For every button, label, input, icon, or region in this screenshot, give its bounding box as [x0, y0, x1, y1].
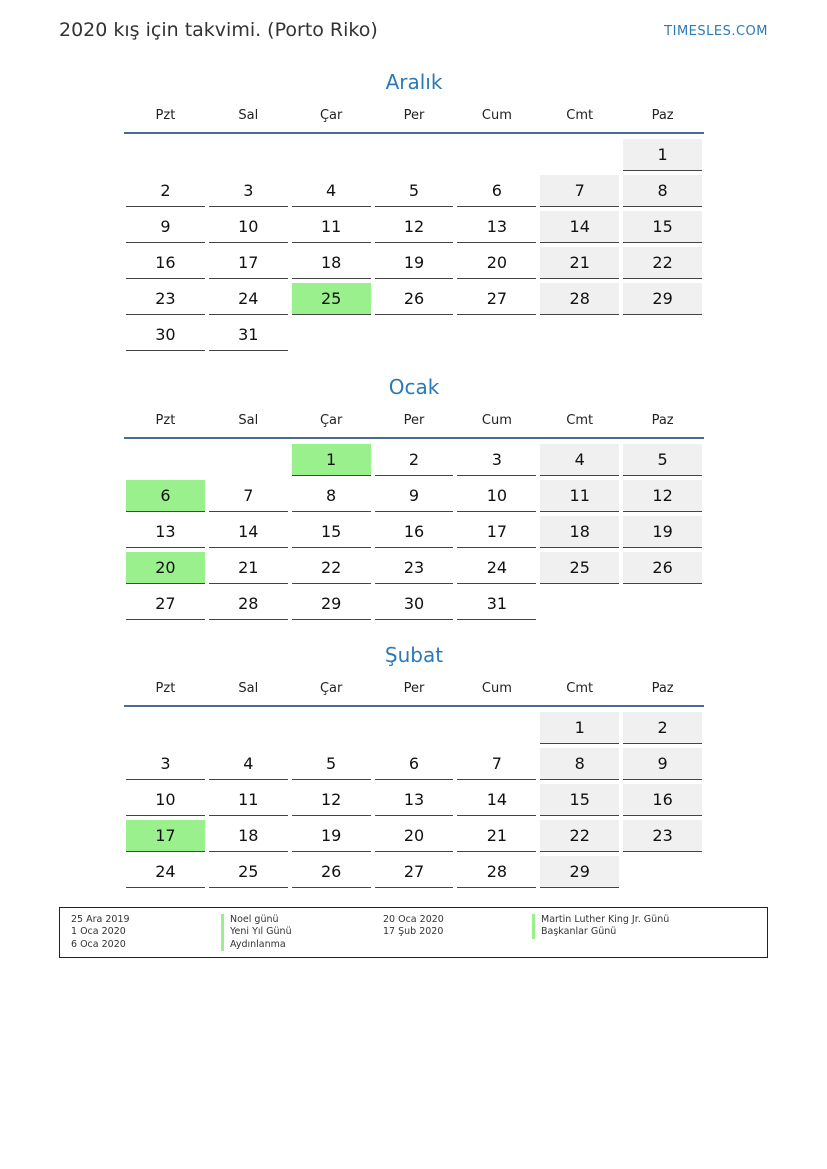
weekday-label: Paz [651, 680, 674, 696]
day-number: 6 [126, 480, 205, 512]
month-calendar-subat [124, 639, 704, 892]
legend-date: 20 Oca 2020 [383, 914, 444, 925]
weekday-label: Per [403, 107, 425, 123]
day-cell [455, 247, 538, 283]
day-number: 11 [292, 211, 371, 243]
weeks-grid [124, 707, 704, 892]
day-number: 15 [540, 784, 619, 816]
empty-day-cell [207, 444, 290, 480]
week-row [124, 820, 704, 856]
day-number: 9 [375, 480, 454, 512]
empty-day [126, 139, 205, 170]
month-title: Şubat [384, 643, 444, 667]
empty-day [375, 139, 454, 170]
day-number: 5 [375, 175, 454, 207]
weekday-label: Per [403, 412, 425, 428]
day-number: 16 [375, 516, 454, 548]
day-cell [373, 588, 456, 624]
day-cell [538, 784, 621, 820]
day-cell [621, 139, 704, 175]
day-number: 1 [540, 712, 619, 744]
day-number: 13 [375, 784, 454, 816]
day-number: 26 [375, 283, 454, 315]
empty-day-cell [621, 588, 704, 624]
day-cell [455, 856, 538, 892]
day-number: 18 [540, 516, 619, 548]
weekday-label: Çar [319, 680, 343, 696]
day-cell [538, 712, 621, 748]
empty-day-cell [455, 319, 538, 355]
day-cell [455, 480, 538, 516]
weekday-header [124, 671, 704, 707]
day-number: 8 [540, 748, 619, 780]
day-number: 13 [457, 211, 536, 243]
day-number: 4 [209, 748, 288, 780]
day-number: 28 [457, 856, 536, 888]
day-cell [373, 211, 456, 247]
weekday-label: Çar [319, 412, 343, 428]
day-cell [538, 175, 621, 211]
empty-day-cell [373, 712, 456, 748]
day-number: 9 [126, 211, 205, 243]
weekday-label: Pzt [155, 680, 176, 696]
day-number: 25 [292, 283, 371, 315]
legend-names-left [221, 914, 292, 951]
day-cell [290, 211, 373, 247]
day-cell [207, 784, 290, 820]
day-number: 14 [457, 784, 536, 816]
weekday-label: Paz [651, 107, 674, 123]
day-number: 20 [457, 247, 536, 279]
day-number: 18 [209, 820, 288, 852]
day-cell [124, 784, 207, 820]
empty-day-cell [538, 139, 621, 175]
day-number: 21 [457, 820, 536, 852]
empty-day [209, 712, 288, 743]
day-number: 23 [623, 820, 702, 852]
day-number: 24 [126, 856, 205, 888]
day-number: 27 [126, 588, 205, 620]
day-cell [290, 247, 373, 283]
day-number: 16 [126, 247, 205, 279]
legend-names-right [532, 914, 669, 939]
legend-holiday-name: Başkanlar Günü [532, 926, 669, 938]
weekday-label: Cmt [566, 107, 594, 123]
day-cell [621, 712, 704, 748]
month-calendar-aralik [124, 66, 704, 355]
day-number: 31 [209, 319, 288, 351]
day-cell [621, 211, 704, 247]
week-row [124, 283, 704, 319]
day-cell [373, 283, 456, 319]
day-number: 8 [623, 175, 702, 207]
day-number: 14 [209, 516, 288, 548]
legend-dates-left [71, 914, 130, 951]
empty-day [623, 319, 702, 350]
day-number: 10 [209, 211, 288, 243]
empty-day-cell [290, 712, 373, 748]
week-row [124, 139, 704, 175]
day-number: 19 [375, 247, 454, 279]
day-cell [207, 175, 290, 211]
day-number: 6 [375, 748, 454, 780]
weekday-label: Pzt [155, 412, 176, 428]
day-number: 11 [209, 784, 288, 816]
legend-dates-right [383, 914, 444, 939]
day-cell [290, 444, 373, 480]
day-number: 29 [623, 283, 702, 315]
day-number: 22 [540, 820, 619, 852]
day-number: 7 [457, 748, 536, 780]
day-cell [621, 748, 704, 784]
empty-day [457, 319, 536, 350]
page-title: 2020 kış için takvimi. (Porto Riko) [59, 19, 378, 41]
legend-date: 25 Ara 2019 [71, 914, 130, 925]
day-number: 17 [209, 247, 288, 279]
day-number: 10 [457, 480, 536, 512]
month-title: Aralık [385, 70, 443, 94]
weekday-header [124, 98, 704, 134]
day-number: 6 [457, 175, 536, 207]
week-row [124, 444, 704, 480]
day-number: 10 [126, 784, 205, 816]
day-cell [621, 784, 704, 820]
day-cell [207, 211, 290, 247]
empty-day-cell [124, 139, 207, 175]
day-cell [621, 283, 704, 319]
day-number: 4 [540, 444, 619, 476]
empty-day-cell [621, 856, 704, 892]
day-number: 13 [126, 516, 205, 548]
day-cell [124, 319, 207, 355]
day-cell [207, 588, 290, 624]
weekday-label: Sal [238, 107, 259, 123]
empty-day-cell [455, 712, 538, 748]
day-cell [290, 820, 373, 856]
empty-day [375, 319, 454, 350]
day-cell [207, 516, 290, 552]
week-row [124, 784, 704, 820]
empty-day-cell [538, 319, 621, 355]
day-cell [621, 247, 704, 283]
weekday-label: Pzt [155, 107, 176, 123]
day-cell [124, 552, 207, 588]
day-cell [124, 283, 207, 319]
empty-day-cell [373, 139, 456, 175]
month-calendar-ocak [124, 371, 704, 624]
day-cell [290, 856, 373, 892]
day-number: 1 [623, 139, 702, 171]
day-cell [621, 552, 704, 588]
day-number: 20 [375, 820, 454, 852]
day-cell [207, 820, 290, 856]
day-number: 12 [375, 211, 454, 243]
day-number: 30 [375, 588, 454, 620]
legend-date: 1 Oca 2020 [71, 926, 126, 938]
day-number: 17 [457, 516, 536, 548]
day-cell [290, 588, 373, 624]
week-row [124, 588, 704, 624]
day-cell [124, 516, 207, 552]
day-cell [373, 856, 456, 892]
day-number: 2 [375, 444, 454, 476]
day-cell [455, 552, 538, 588]
day-cell [455, 444, 538, 480]
empty-day [292, 139, 371, 170]
day-cell [373, 820, 456, 856]
legend-holiday-name: Martin Luther King Jr. Günü [532, 914, 669, 926]
day-cell [538, 856, 621, 892]
day-cell [124, 856, 207, 892]
day-number: 7 [540, 175, 619, 207]
day-cell [621, 820, 704, 856]
week-row [124, 712, 704, 748]
week-row [124, 211, 704, 247]
day-cell [290, 175, 373, 211]
day-cell [538, 820, 621, 856]
legend-holiday-name: Yeni Yıl Günü [221, 926, 292, 938]
weekday-label: Çar [319, 107, 343, 123]
day-cell [124, 211, 207, 247]
day-number: 22 [623, 247, 702, 279]
day-number: 22 [292, 552, 371, 584]
day-cell [290, 480, 373, 516]
weekday-label: Sal [238, 680, 259, 696]
day-cell [538, 211, 621, 247]
empty-day-cell [455, 139, 538, 175]
day-cell [207, 319, 290, 355]
day-cell [621, 444, 704, 480]
legend-date: 17 Şub 2020 [383, 926, 444, 938]
day-cell [290, 516, 373, 552]
day-number: 25 [540, 552, 619, 584]
day-number: 5 [623, 444, 702, 476]
day-number: 18 [292, 247, 371, 279]
month-title: Ocak [388, 375, 440, 399]
day-number: 19 [623, 516, 702, 548]
empty-day-cell [290, 139, 373, 175]
day-number: 26 [623, 552, 702, 584]
day-cell [207, 247, 290, 283]
empty-day [209, 139, 288, 170]
day-cell [124, 175, 207, 211]
empty-day [126, 444, 205, 475]
day-number: 8 [292, 480, 371, 512]
day-number: 28 [209, 588, 288, 620]
day-number: 31 [457, 588, 536, 620]
empty-day [292, 712, 371, 743]
day-number: 27 [375, 856, 454, 888]
day-cell [455, 588, 538, 624]
empty-day [457, 712, 536, 743]
empty-day-cell [290, 319, 373, 355]
day-number: 12 [292, 784, 371, 816]
week-row [124, 516, 704, 552]
empty-day-cell [621, 319, 704, 355]
day-number: 16 [623, 784, 702, 816]
day-number: 5 [292, 748, 371, 780]
day-cell [373, 444, 456, 480]
day-number: 4 [292, 175, 371, 207]
day-number: 2 [623, 712, 702, 744]
day-cell [207, 480, 290, 516]
day-cell [290, 748, 373, 784]
empty-day-cell [207, 139, 290, 175]
day-cell [538, 480, 621, 516]
day-number: 12 [623, 480, 702, 512]
day-cell [373, 480, 456, 516]
day-cell [538, 444, 621, 480]
day-cell [373, 552, 456, 588]
empty-day-cell [207, 712, 290, 748]
weekday-label: Cmt [566, 680, 594, 696]
empty-day [375, 712, 454, 743]
week-row [124, 552, 704, 588]
week-row [124, 748, 704, 784]
day-number: 15 [623, 211, 702, 243]
empty-day [540, 139, 619, 170]
day-cell [124, 820, 207, 856]
day-cell [538, 247, 621, 283]
holiday-legend [59, 907, 768, 958]
weekday-label: Sal [238, 412, 259, 428]
day-cell [621, 175, 704, 211]
week-row [124, 247, 704, 283]
day-cell [207, 283, 290, 319]
weekday-label: Cum [481, 680, 512, 696]
day-number: 3 [457, 444, 536, 476]
brand-link[interactable]: TIMESLES.COM [664, 24, 768, 39]
day-number: 28 [540, 283, 619, 315]
day-number: 27 [457, 283, 536, 315]
day-cell [290, 784, 373, 820]
day-cell [621, 480, 704, 516]
day-number: 29 [292, 588, 371, 620]
empty-day [623, 856, 702, 887]
empty-day [292, 319, 371, 350]
empty-day [540, 319, 619, 350]
day-number: 23 [126, 283, 205, 315]
weekday-label: Cmt [566, 412, 594, 428]
legend-holiday-name: Aydınlanma [221, 939, 292, 951]
day-number: 21 [209, 552, 288, 584]
day-cell [207, 748, 290, 784]
day-number: 29 [540, 856, 619, 888]
day-number: 14 [540, 211, 619, 243]
weekday-label: Cum [481, 107, 512, 123]
day-number: 30 [126, 319, 205, 351]
weekday-label: Paz [651, 412, 674, 428]
empty-day-cell [124, 444, 207, 480]
day-number: 23 [375, 552, 454, 584]
day-cell [373, 175, 456, 211]
day-cell [207, 552, 290, 588]
day-number: 9 [623, 748, 702, 780]
legend-date: 6 Oca 2020 [71, 938, 126, 950]
empty-day [540, 588, 619, 619]
day-cell [290, 283, 373, 319]
day-cell [538, 516, 621, 552]
day-number: 3 [126, 748, 205, 780]
day-cell [455, 516, 538, 552]
day-number: 17 [126, 820, 205, 852]
day-number: 19 [292, 820, 371, 852]
weekday-label: Per [403, 680, 425, 696]
weekday-header [124, 403, 704, 439]
day-cell [373, 748, 456, 784]
day-number: 25 [209, 856, 288, 888]
day-cell [124, 588, 207, 624]
empty-day [209, 444, 288, 475]
day-cell [207, 856, 290, 892]
empty-day [126, 712, 205, 743]
day-cell [124, 748, 207, 784]
week-row [124, 319, 704, 355]
day-number: 3 [209, 175, 288, 207]
week-row [124, 175, 704, 211]
day-cell [538, 748, 621, 784]
day-cell [455, 283, 538, 319]
weeks-grid [124, 134, 704, 355]
day-number: 24 [209, 283, 288, 315]
day-number: 11 [540, 480, 619, 512]
day-cell [538, 283, 621, 319]
day-cell [124, 247, 207, 283]
empty-day-cell [538, 588, 621, 624]
day-number: 15 [292, 516, 371, 548]
legend-holiday-name: Noel günü [221, 914, 292, 926]
day-cell [373, 516, 456, 552]
day-number: 1 [292, 444, 371, 476]
day-number: 24 [457, 552, 536, 584]
weeks-grid [124, 439, 704, 624]
day-cell [455, 820, 538, 856]
day-number: 2 [126, 175, 205, 207]
empty-day-cell [124, 712, 207, 748]
day-number: 20 [126, 552, 205, 584]
day-cell [373, 784, 456, 820]
week-row [124, 480, 704, 516]
day-cell [455, 748, 538, 784]
weekday-label: Cum [481, 412, 512, 428]
day-cell [373, 247, 456, 283]
day-cell [455, 211, 538, 247]
day-cell [290, 552, 373, 588]
day-cell [124, 480, 207, 516]
day-number: 26 [292, 856, 371, 888]
empty-day [457, 139, 536, 170]
day-number: 21 [540, 247, 619, 279]
day-cell [621, 516, 704, 552]
day-number: 7 [209, 480, 288, 512]
empty-day-cell [373, 319, 456, 355]
empty-day [623, 588, 702, 619]
day-cell [455, 784, 538, 820]
day-cell [538, 552, 621, 588]
week-row [124, 856, 704, 892]
day-cell [455, 175, 538, 211]
